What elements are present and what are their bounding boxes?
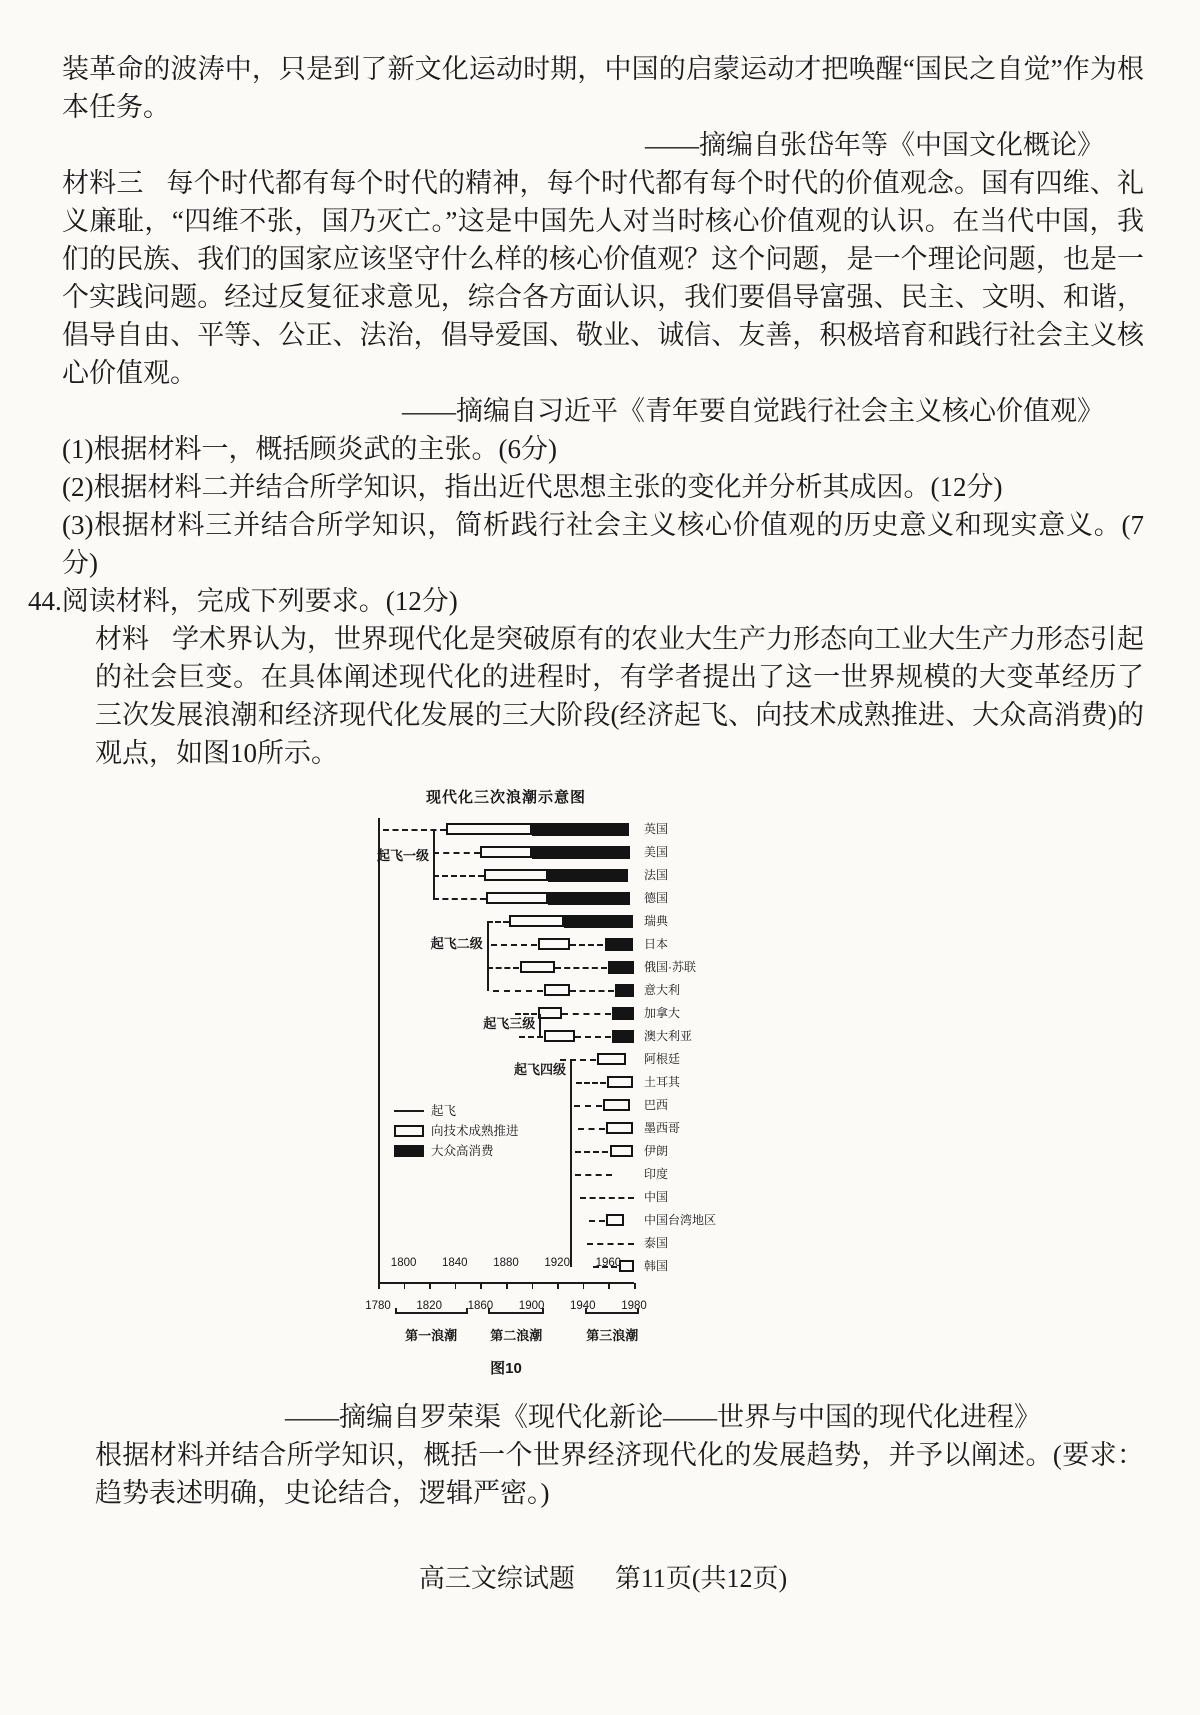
maturity-bar [597,1053,626,1065]
question-2: (2)根据材料二并结合所学知识，指出近代思想主张的变化并分析其成因。(12分) [62,472,1003,502]
tier-label: 起飞四级 [513,1062,566,1077]
takeoff-line [433,898,485,900]
chart-caption: 图10 [490,1360,522,1377]
takeoff-line [576,1082,605,1084]
maturity-bar [544,984,570,996]
country-label: 巴西 [644,1098,669,1112]
paragraph-closing: 根据材料并结合所学知识，概括一个世界经济现代化的发展趋势，并予以阐述。(要求：趋势表述明确，史论结合，逻辑严密。) [95,1440,1144,1508]
chart-axis-lower [365,1284,738,1312]
country-label: 澳大利亚 [644,1029,693,1043]
maturity-bar [606,1122,633,1134]
takeoff-line [491,944,537,946]
maturity-bar [538,1007,562,1019]
takeoff-line [383,829,446,831]
paragraph-material3 [62,164,1144,392]
wave-bracket [488,1308,544,1314]
takeoff-line [578,1128,605,1130]
country-label: 中国 [644,1190,669,1204]
consumption-bar [608,961,634,974]
takeoff-line [574,1105,602,1107]
takeoff-line [433,852,480,854]
chart-legend [394,1101,519,1161]
maturity-bar [520,961,555,973]
consumption-bar [548,869,627,882]
figure-10-chart [365,788,738,1388]
country-label: 法国 [644,868,669,882]
axis-tick-label: 1900 [518,1300,545,1312]
wave-label: 第二浪潮 [490,1328,543,1343]
footer-page-number: 第11页(共12页) [614,1564,788,1593]
chart-plot [378,818,738,1284]
maturity-bar [480,846,531,858]
tier-bracket [487,922,489,991]
axis-tick [506,1283,508,1289]
axis-tick-label: 1780 [365,1300,391,1312]
tier-label: 起飞一级 [377,848,430,864]
maturity-bar [486,892,549,904]
tier-label: 起飞三级 [483,1016,536,1031]
axis-tick-label: 1940 [570,1300,596,1312]
source-attribution-1: ——摘编自张岱年等《中国文化概论》 [645,130,1104,160]
maturity-bar [603,1099,630,1111]
material3-text: 每个时代都有每个时代的精神，每个时代都有每个时代的价值观念。国有四维、礼义廉耻，“四维不张，国乃灭亡。”这是中国先人对当时核心价值观的认识。在当代中国，我们的民族、我们的国家应该坚守什么样的核心价值观？这个问题，是一个理论问题，也是一个实践问题。经过反复征求意见，综合各方面认识，我们要倡导富强、民主、文明、和谐，倡导自由、平等、公正、法治，倡导爱国、敬业、诚信、友善，积极培育和践行社会主义核心价值观。 [62,168,1145,388]
maturity-bar [610,1145,633,1157]
country-label: 阿根廷 [644,1052,681,1066]
country-label: 泰国 [644,1236,669,1250]
axis-tick-label: 1860 [467,1300,494,1312]
maturity-bar [509,915,564,927]
consumption-bar [532,846,631,859]
country-label: 德国 [644,891,669,905]
axis-tick-label: 1920 [544,1257,570,1269]
maturity-bar [544,1030,575,1042]
wave-label: 第三浪潮 [586,1328,639,1343]
axis-tick [404,1283,406,1289]
tier-bracket [433,830,435,899]
consumption-bar [612,1030,634,1043]
takeoff-line [487,921,509,923]
axis-tick [455,1283,457,1289]
legend-label: 大众高消费 [431,1143,494,1158]
page-footer [62,1560,1144,1598]
legend-symbol-filled-bar [394,1145,424,1157]
paragraph-continuation: 装革命的波涛中，只是到了新文化运动时期，中国的启蒙运动才把唤醒“国民之自觉”作为根本任务。 [62,54,1144,122]
takeoff-line [570,990,614,992]
tier-label: 起飞二级 [430,935,483,951]
axis-tick [557,1283,559,1289]
chart-waves [378,1308,738,1342]
wave-label: 第一浪潮 [405,1328,458,1343]
country-label: 中国台湾地区 [644,1213,717,1227]
takeoff-line [562,1013,611,1015]
country-label: 日本 [644,937,669,951]
maturity-bar [484,869,548,881]
axis-tick [608,1283,610,1289]
maturity-bar [446,823,532,835]
chart-title: 现代化三次浪潮示意图 [425,789,586,806]
consumption-bar [564,915,633,928]
takeoff-line [487,967,519,969]
source-attribution-3: ——摘编自罗荣渠《现代化新论——世界与中国的现代化进程》 [285,1402,1041,1432]
paragraph-material44 [95,620,1144,772]
axis-tick-label: 1960 [595,1257,622,1269]
consumption-bar [532,823,629,836]
tier-bracket [539,1014,541,1037]
country-label: 伊朗 [644,1144,669,1158]
country-label: 美国 [644,845,669,859]
axis-tick-label: 1820 [416,1300,442,1312]
takeoff-line [575,1036,611,1038]
axis-tick-label: 1880 [493,1257,519,1269]
country-label: 韩国 [644,1259,669,1273]
maturity-bar [538,938,570,950]
wave-bracket [585,1308,639,1314]
question-3: (3)根据材料三并结合所学知识，简析践行社会主义核心价值观的历史意义和现实意义。(7分) [62,510,1144,578]
takeoff-line [493,990,543,992]
takeoff-line [570,944,603,946]
axis-tick-label: 1980 [621,1300,647,1312]
wave-bracket [395,1308,468,1314]
legend-label: 向技术成熟推进 [431,1123,519,1138]
source-attribution-2: ——摘编自习近平《青年要自觉践行社会主义核心价值观》 [402,396,1104,426]
legend-symbol-line [394,1110,424,1112]
footer-exam-title: 高三文综试题 [418,1564,575,1593]
material44-label: 材料 [95,624,150,654]
maturity-bar [607,1076,633,1088]
country-label: 俄国·苏联 [644,960,696,974]
maturity-bar [606,1214,624,1226]
country-label: 土耳其 [644,1075,681,1089]
takeoff-line [580,1197,634,1199]
axis-tick-label: 1800 [390,1257,417,1269]
consumption-bar [615,984,634,997]
takeoff-line [575,1174,612,1176]
tier-bracket [570,1060,572,1267]
consumption-bar [612,1007,634,1020]
material44-text: 学术界认为，世界现代化是突破原有的农业大生产力形态向工业大生产力形态引起的社会巨变。在具体阐述现代化的进程时，有学者提出了这一世界规模的大变革经历了三次发展浪潮和经济现代化发展的三大阶段(经济起飞、向技术成熟推进、大众高消费)的观点，如图10所示。 [95,624,1145,768]
country-label: 意大利 [644,983,681,997]
takeoff-line [555,967,607,969]
country-label: 英国 [644,822,669,836]
question-44-heading: 44.阅读材料，完成下列要求。(12分) [28,586,458,616]
country-label: 印度 [644,1167,669,1181]
legend-symbol-open-bar [394,1125,424,1137]
country-label: 瑞典 [644,914,669,928]
country-label: 加拿大 [644,1006,681,1020]
takeoff-line [433,875,484,877]
takeoff-line [589,1220,604,1222]
legend-label: 起飞 [431,1103,457,1118]
material3-label: 材料三 [62,168,144,198]
takeoff-line [575,1151,608,1153]
axis-tick-label: 1840 [442,1257,468,1269]
country-label: 墨西哥 [644,1121,681,1135]
question-1: (1)根据材料一，概括顾炎武的主张。(6分) [62,434,557,464]
consumption-bar [605,938,633,951]
consumption-bar [548,892,630,905]
